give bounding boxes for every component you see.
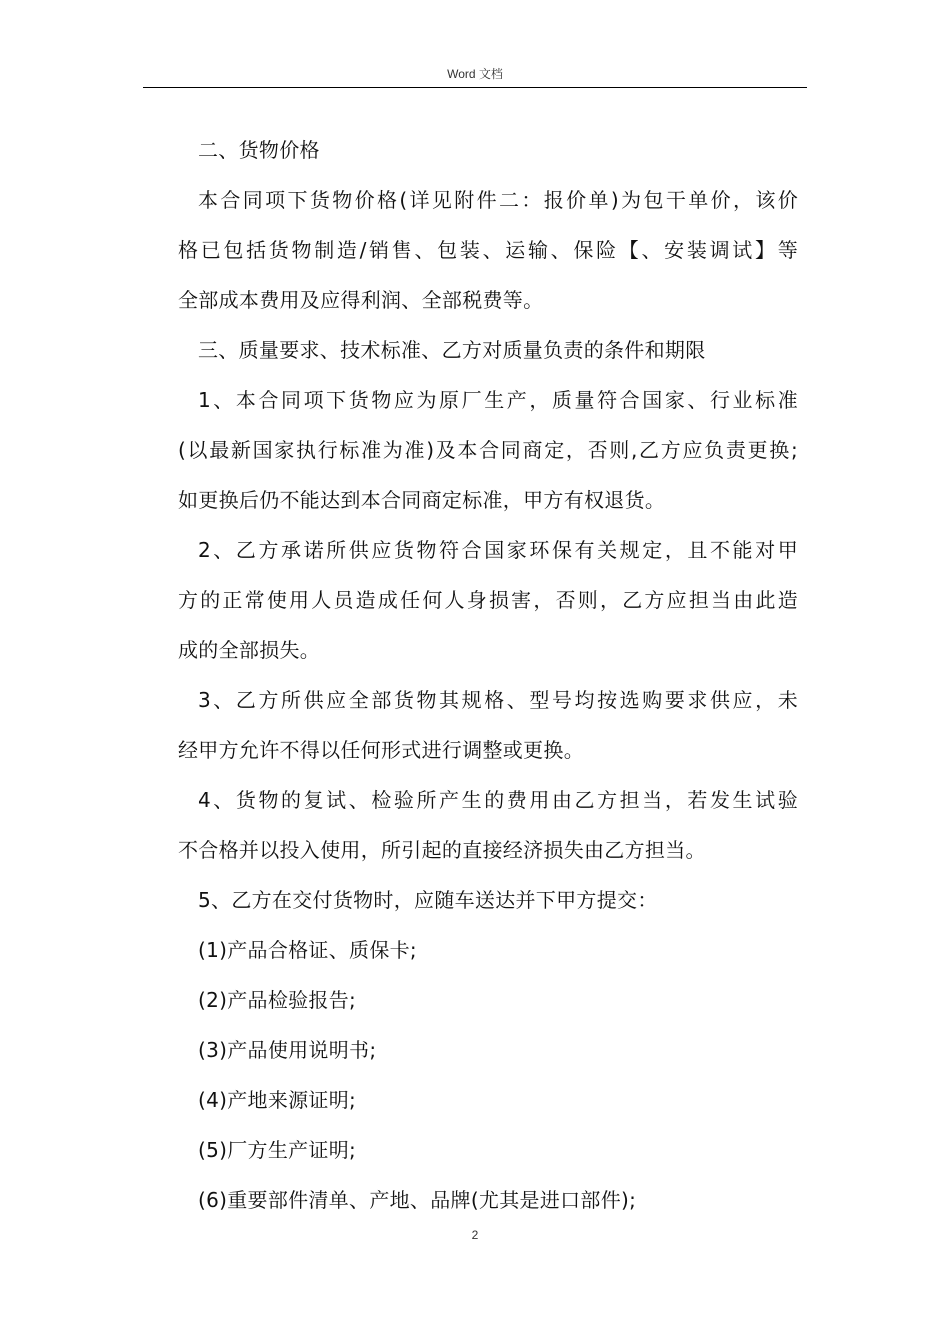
- text-line: 1、本合同项下货物应为原厂生产，质量符合国家、行业标准: [198, 388, 798, 412]
- text-line: (4)产地来源证明;: [198, 1088, 357, 1112]
- text-line: (1)产品合格证、质保卡;: [198, 938, 417, 962]
- page-number: 2: [471, 1228, 479, 1242]
- text-line: 5、乙方在交付货物时，应随车送达并下甲方提交：: [198, 888, 658, 912]
- text-line: 格已包括货物制造/销售、包装、运输、保险【、安装调试】等: [178, 238, 798, 262]
- header-divider: [143, 87, 807, 88]
- text-line: 经甲方允许不得以任何形式进行调整或更换。: [178, 738, 584, 762]
- text-line: (6)重要部件清单、产地、品牌(尤其是进口部件);: [198, 1188, 637, 1212]
- text-line: (3)产品使用说明书;: [198, 1038, 377, 1062]
- page-header-title: Word 文档: [447, 67, 503, 81]
- text-line: 成的全部损失。: [178, 638, 321, 662]
- text-line: 如更换后仍不能达到本合同商定标准，甲方有权退货。: [178, 488, 666, 512]
- text-line: 本合同项下货物价格(详见附件二：报价单)为包干单价，该价: [198, 188, 798, 212]
- text-line: 二、货物价格: [198, 138, 320, 162]
- text-line: 4、货物的复试、检验所产生的费用由乙方担当，若发生试验: [198, 788, 798, 812]
- document-body: [178, 130, 798, 1230]
- text-line: (2)产品检验报告;: [198, 988, 357, 1012]
- text-line: 3、乙方所供应全部货物其规格、型号均按选购要求供应，未: [198, 688, 798, 712]
- text-line: (5)厂方生产证明;: [198, 1138, 357, 1162]
- text-line: 三、质量要求、技术标准、乙方对质量负责的条件和期限: [198, 338, 706, 362]
- text-line: (以最新国家执行标准为准)及本合同商定，否则,乙方应负责更换;: [178, 438, 798, 462]
- text-line: 全部成本费用及应得利润、全部税费等。: [178, 288, 544, 312]
- text-line: 2、乙方承诺所供应货物符合国家环保有关规定，且不能对甲: [198, 538, 798, 562]
- text-line: 不合格并以投入使用，所引起的直接经济损失由乙方担当。: [178, 838, 706, 862]
- text-line: 方的正常使用人员造成任何人身损害，否则，乙方应担当由此造: [178, 588, 798, 612]
